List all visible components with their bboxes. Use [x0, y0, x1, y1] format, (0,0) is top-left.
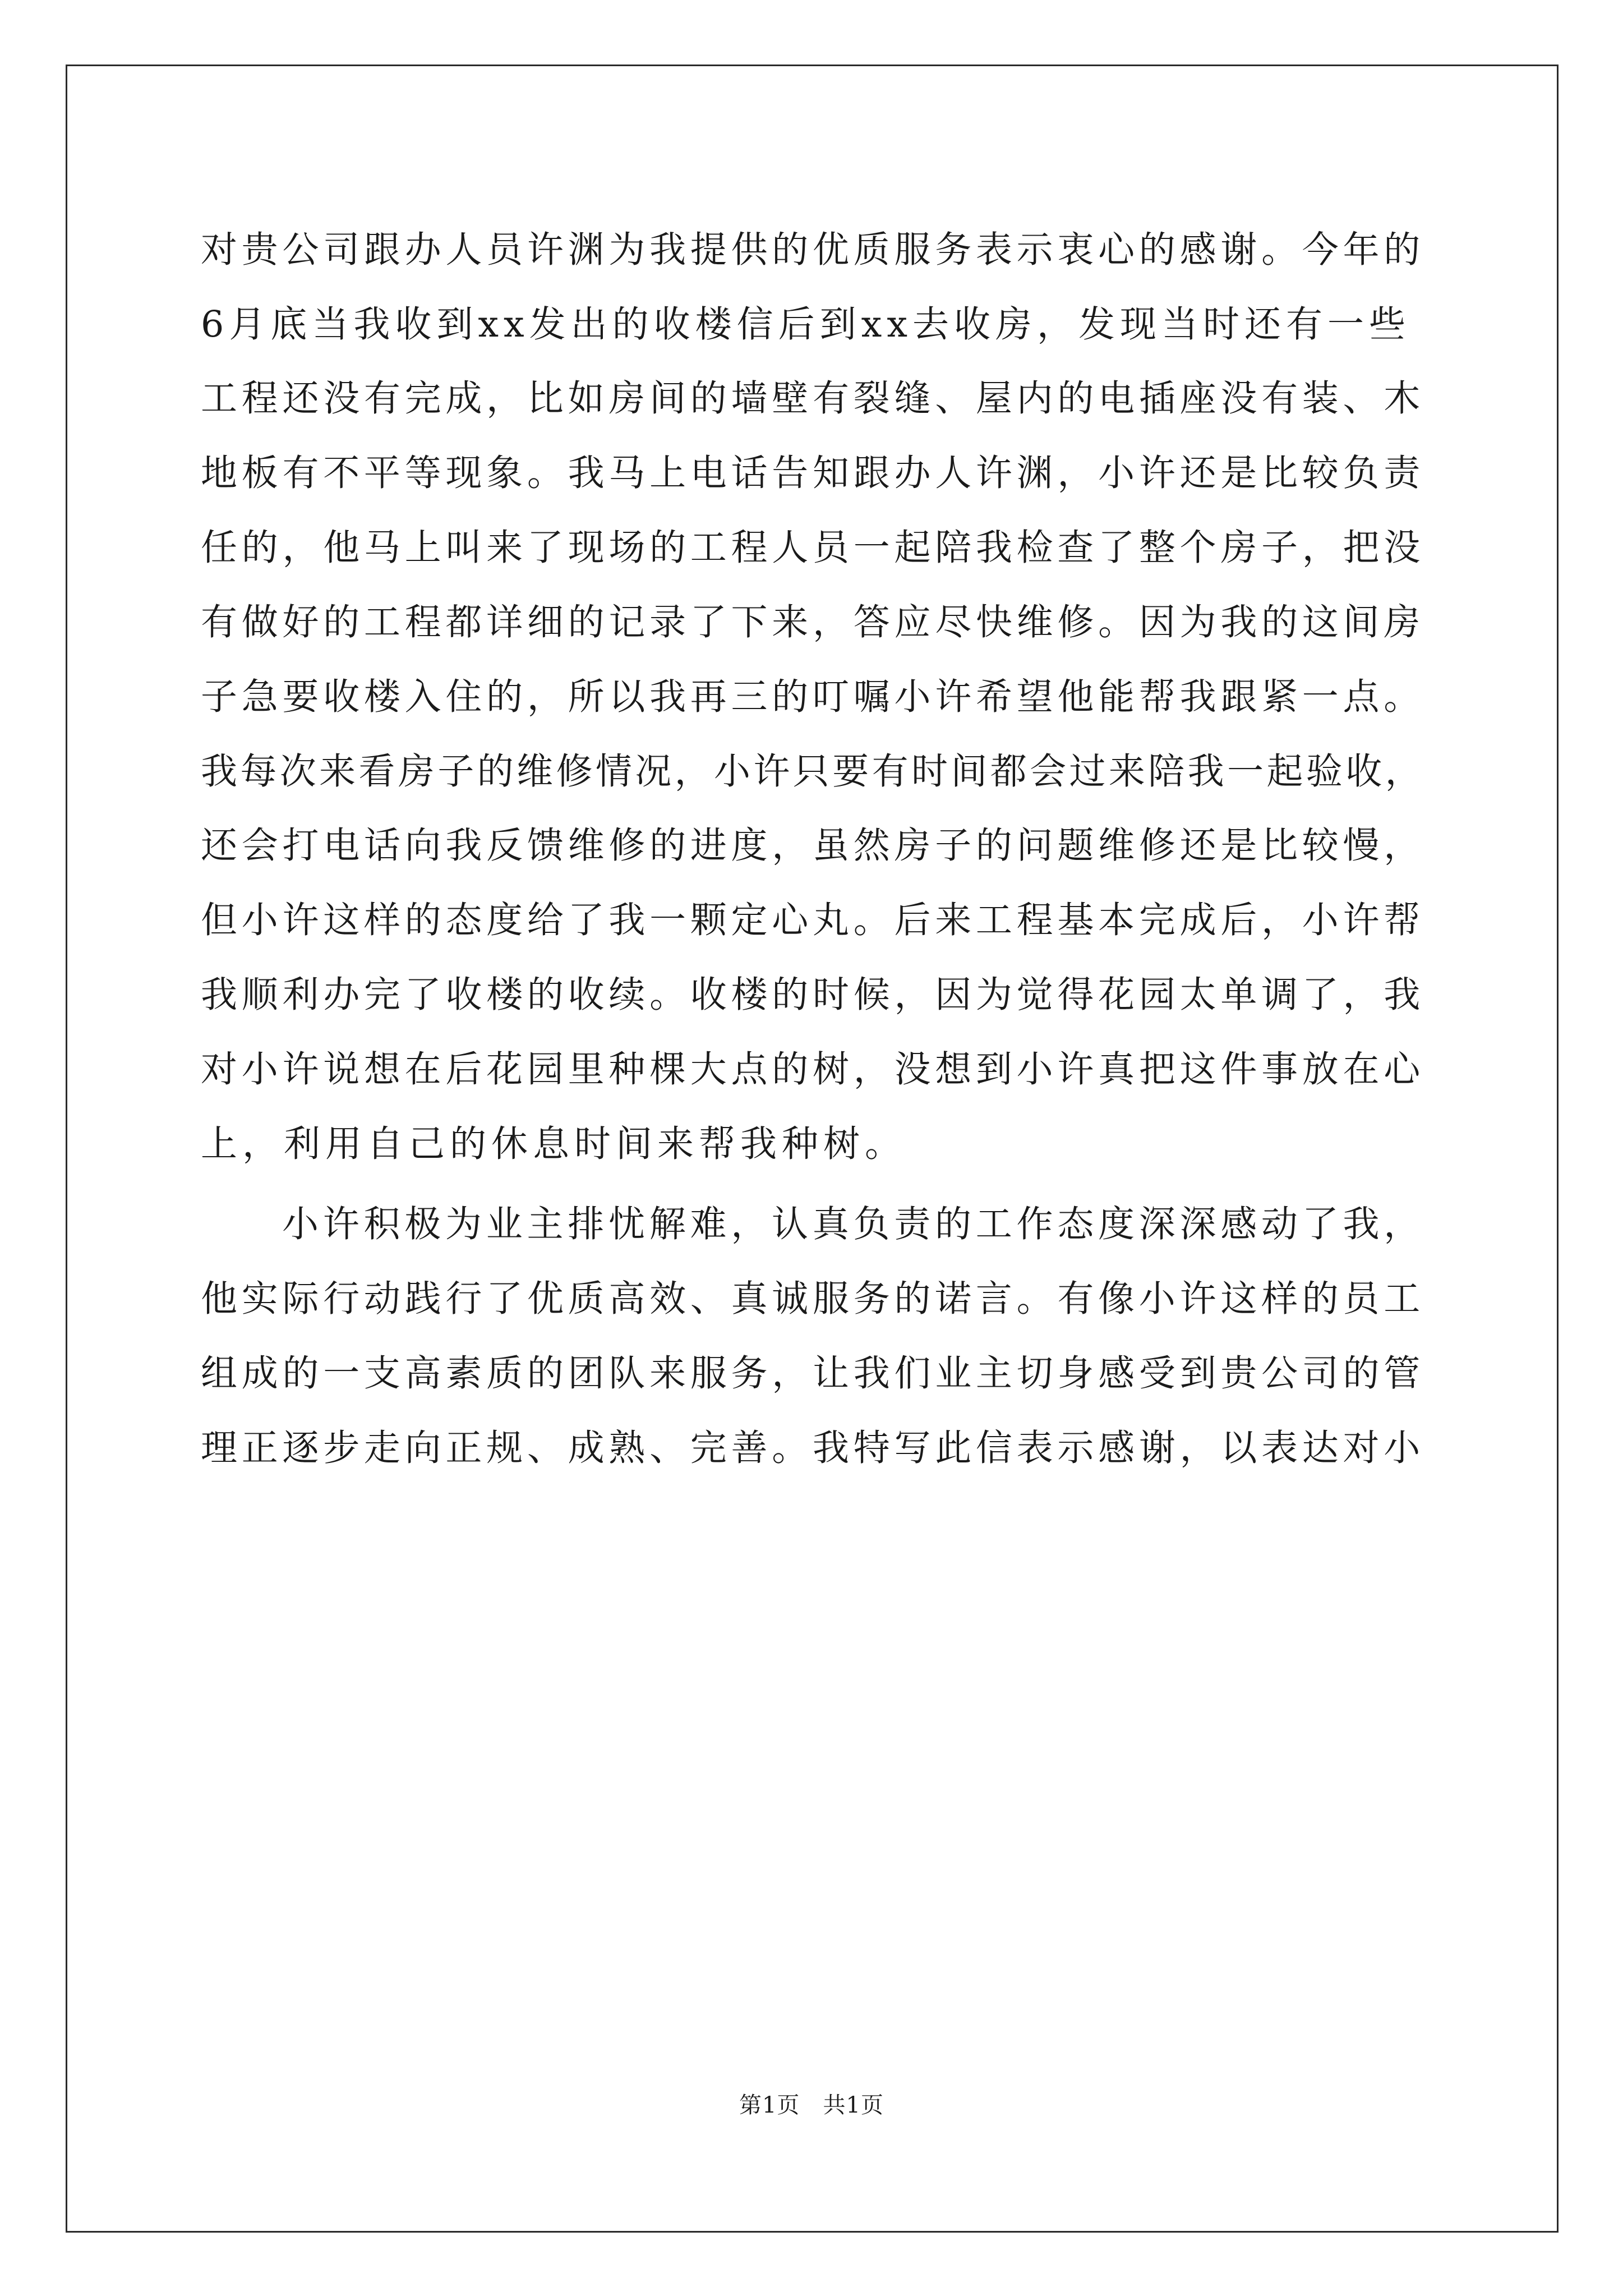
page-number-footer: 第1页 共1页 — [739, 2092, 884, 2118]
body-line: 理正逐步走向正规、成熟、完善。我特写此信表示感谢，以表达对小 — [201, 1427, 1425, 1469]
body-line: 6月底当我收到xx发出的收楼信后到xx去收房，发现当时还有一些 — [201, 303, 1410, 346]
body-line: 对贵公司跟办人员许渊为我提供的优质服务表示衷心的感谢。今年的 — [201, 229, 1425, 271]
body-line: 但小许这样的态度给了我一颗定心丸。后来工程基本完成后，小许帮 — [201, 899, 1425, 941]
body-line: 子急要收楼入住的，所以我再三的叮嘱小许希望他能帮我跟紧一点。 — [201, 676, 1425, 718]
body-line: 他实际行动践行了优质高效、真诚服务的诺言。有像小许这样的员工 — [201, 1278, 1425, 1320]
body-line: 上，利用自己的休息时间来帮我种树。 — [201, 1123, 907, 1165]
body-line: 对小许说想在后花园里种棵大点的树，没想到小许真把这件事放在心 — [201, 1048, 1425, 1091]
paragraph-start-line: 小许积极为业主排忧解难，认真负责的工作态度深深感动了我， — [282, 1203, 1425, 1245]
body-line: 我顺利办完了收楼的收续。收楼的时候，因为觉得花园太单调了，我 — [201, 974, 1425, 1016]
body-line: 我每次来看房子的维修情况，小许只要有时间都会过来陪我一起验收， — [201, 751, 1425, 793]
body-line: 有做好的工程都详细的记录了下来，答应尽快维修。因为我的这间房 — [201, 601, 1425, 643]
body-line: 地板有不平等现象。我马上电话告知跟办人许渊，小许还是比较负责 — [201, 452, 1425, 494]
body-line: 工程还没有完成，比如房间的墙壁有裂缝、屋内的电插座没有装、木 — [201, 378, 1425, 420]
body-line: 任的，他马上叫来了现场的工程人员一起陪我检查了整个房子，把没 — [201, 527, 1425, 569]
body-line: 组成的一支高素质的团队来服务，让我们业主切身感受到贵公司的管 — [201, 1352, 1425, 1395]
body-line: 还会打电话向我反馈维修的进度，虽然房子的问题维修还是比较慢， — [201, 825, 1425, 867]
